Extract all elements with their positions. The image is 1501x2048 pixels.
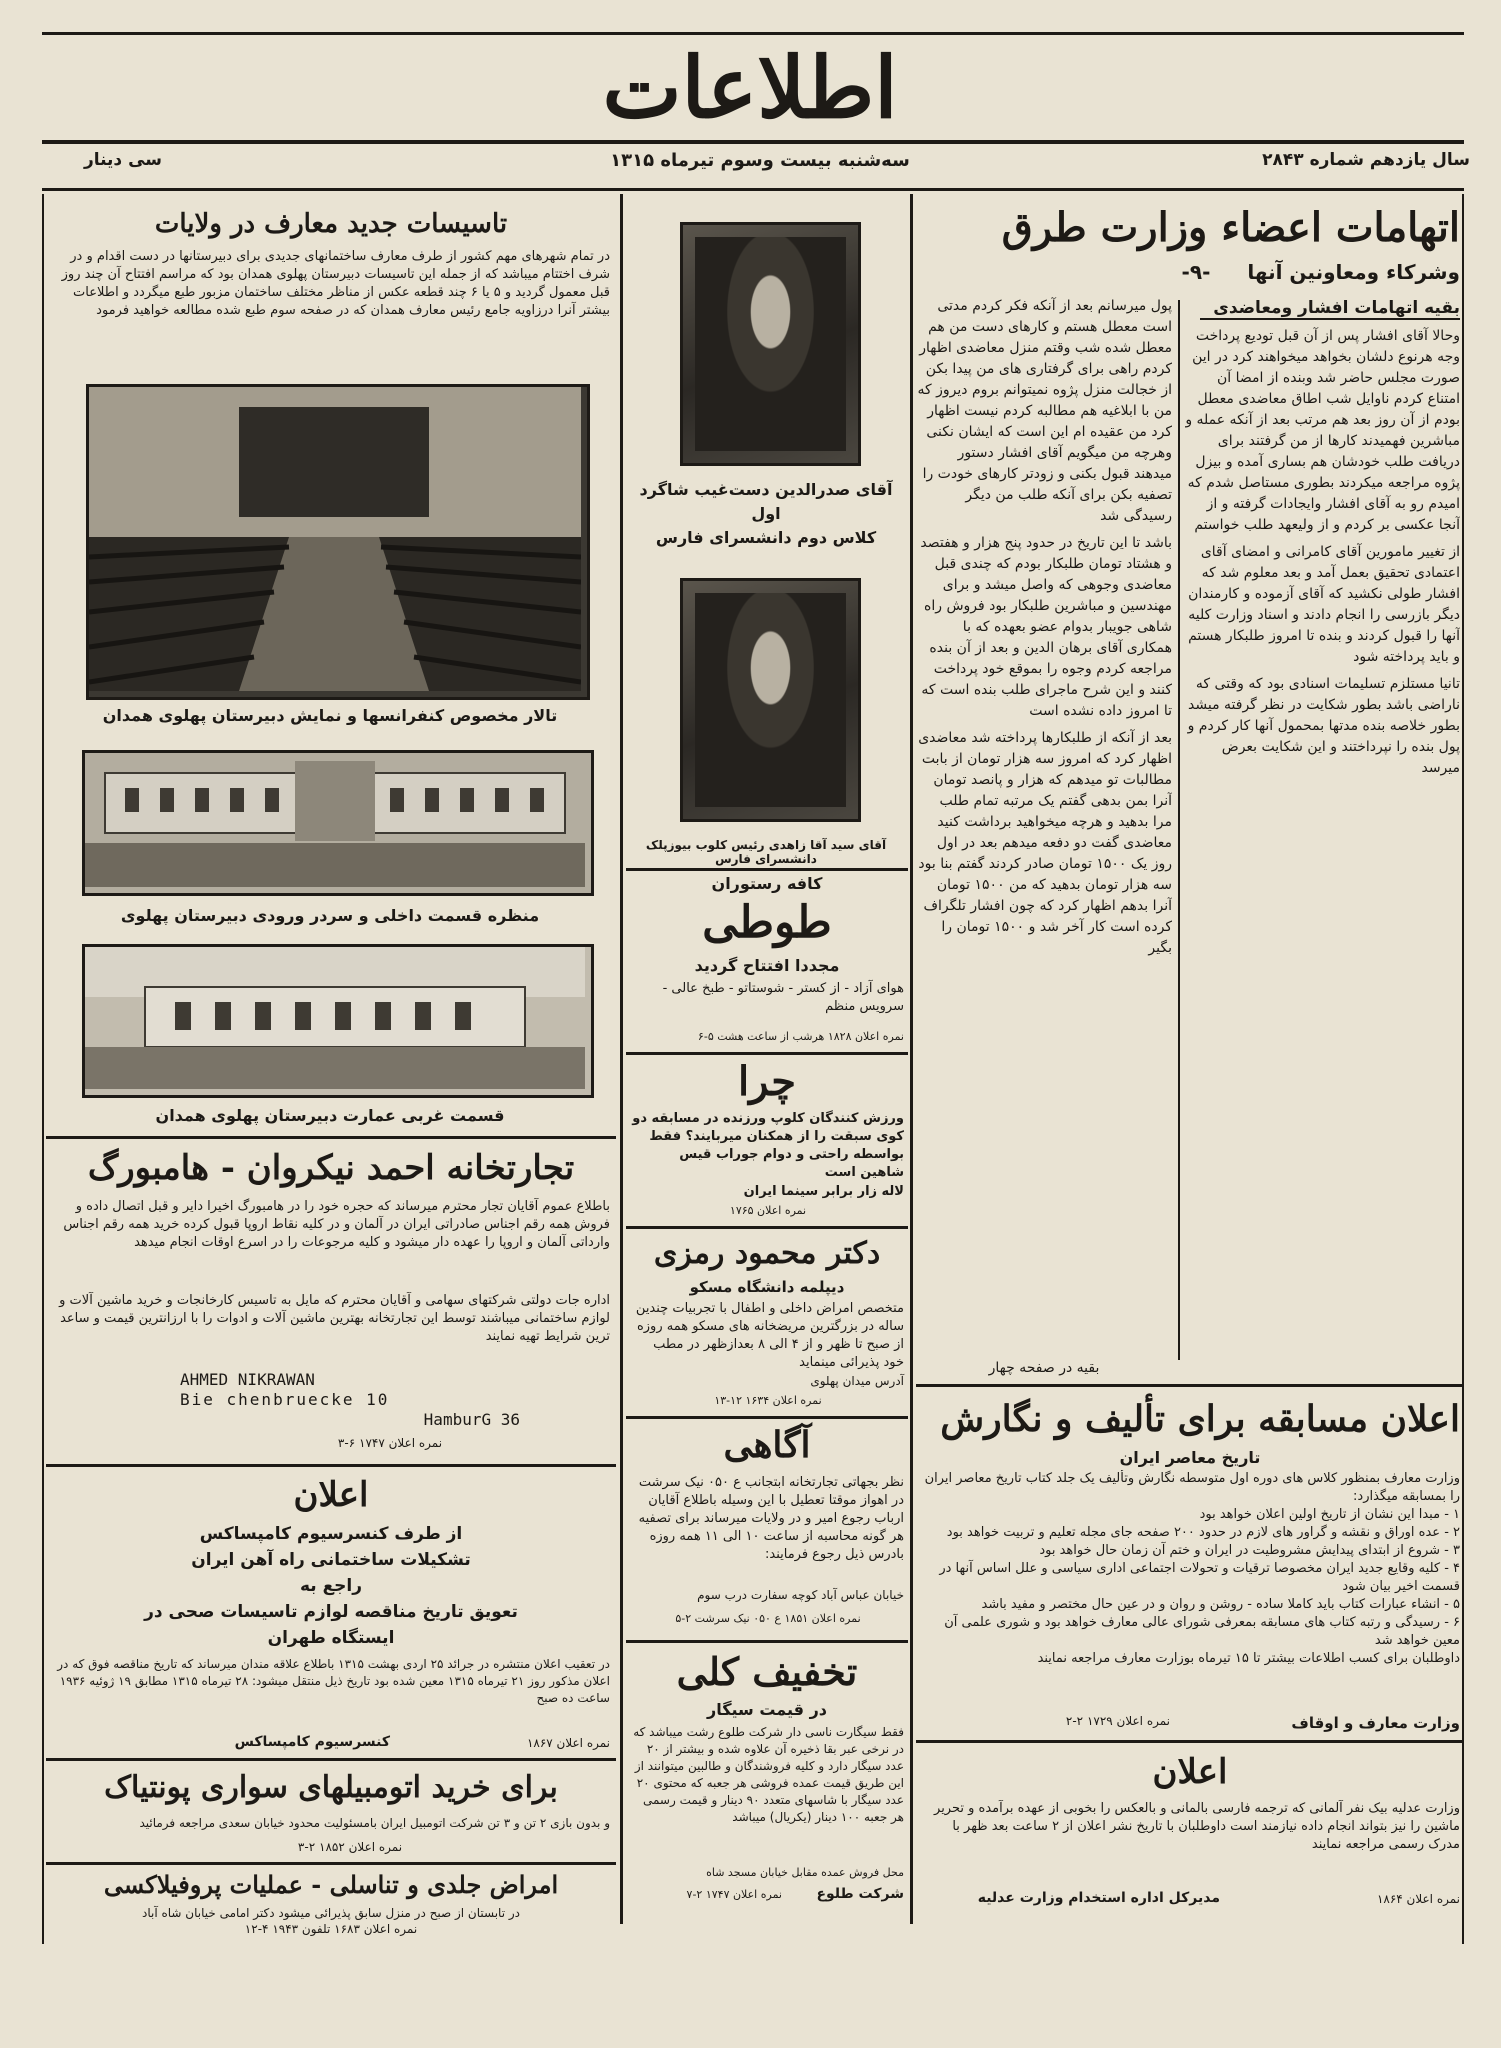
- subhead-text: وشرکاء ومعاونین آنها: [1247, 260, 1460, 284]
- building-photo: [82, 944, 594, 1098]
- consortium-line-3: تعویق تاریخ مناقصه لوازم تاسیسات صحی در: [144, 1602, 518, 1622]
- price: سی دینار: [83, 150, 162, 170]
- education-headline: تاسیسات جدید معارف در ولایات: [154, 209, 508, 239]
- building-caption: قسمت غربی عمارت دبیرستان پهلوی همدان: [155, 1106, 505, 1125]
- pontiac-ad-number: نمره اعلان ۱۸۵۲ ۲-۳: [297, 1840, 403, 1854]
- hall-caption: تالار مخصوص کنفرانسها و نمایش دبیرستان پهلوی همدان: [102, 706, 558, 725]
- paragraph: از تغییر مامورین آقای کامرانی و امضای آقای اعتمادی تحقیق بعمل آمد و بعد معلوم شد که افشار طولی نکشید که آقای آزموده و کارمندان دیگر بازرسی را انجام دادند و اسناد وزارت کلیه آنها را قبول کردند و بنده تا امروز طلبکار هستم و باید پرداخته شود: [1188, 544, 1460, 665]
- notice-title: آگاهی: [723, 1424, 811, 1466]
- pontiac-body: و بدون بازی ۲ تن و ۳ تن شرکت اتومبیل ایران بامسئولیت محدود خیابان سعدی مراجعه فرمائید: [139, 1816, 610, 1830]
- latin-street: Bie chenbruecke 10: [180, 1390, 390, 1409]
- list-item: ۶ - رسیدگی و رتبه کتاب های مسابقه بمعرفی شورای عالی معارف خواهد بود و شوری علمی آن معین خواهد شد: [944, 1615, 1460, 1648]
- cafe-reopened: مجددا افتتاح گردید: [694, 956, 840, 975]
- doctor-name: دکتر محمود رمزی: [653, 1236, 881, 1271]
- entrance-caption: منظره قسمت داخلی و سردر ورودی دبیرستان پهلوی: [120, 906, 540, 925]
- cafe-name: طوطی: [702, 897, 832, 948]
- discount-body: فقط سیگارت ناسی دار شرکت طلوع رشت میباشد که در نرخی عبر بقا ذخیره آن علاوه شده و بیشتر از ۲۰ عدد سیگار دارد و کلیه فروشندگان و طالبین میتوانند از این طریق قیمت عمده فروشی هر جعبه که محتوی ۲۰ عدد سیگار با شاسهای متعدد ۹۰ دینار و قیمت رسمی هر جعبه ۱۰۰ دینار (یکریال) میباشد: [633, 1725, 904, 1824]
- portrait-photo-2: [680, 578, 861, 822]
- list-item: ۴ - کلیه وقایع جدید ایران مخصوصا ترقیات و تحولات اجتماعی اداری سیاسی و علل اساس آنها در قسمت اخیر بیان شود: [939, 1561, 1460, 1594]
- latin-city: HamburG 36: [423, 1410, 520, 1429]
- section-title: بقیه اتهامات افشار ومعاضدی: [1200, 298, 1460, 320]
- paragraph: وحالا آقای افشار پس از آن قبل تودیع پرداخت وجه هرنوع دلشان بخواهد میخواهند کرد در این صورت مجلس حاضر شد وبنده از امضا آن امتناع کردم ناوایل شب اطاق معاضدی معطل بودم از آن روز بعد هم مرتب بعد از آنکه عمله و مباشرین فهمیدند کارها از من گرفتند برای دریافت طلب خودشان هم بساری آمده و بیزل پژوه مراجعه میکردند بطوری مستاصل شدم که امیدم رو به آقای افشار وایجادات گرفته و از آنجا عکسی بر کردم و از ولیعهد طلب خواستم: [1185, 328, 1460, 533]
- issue-number: سال یازدهم شماره ۲۸۴۳: [1262, 150, 1470, 170]
- paragraph: داوطلبان برای کسب اطلاعات بیشتر تا ۱۵ تیرماه بوزارت معارف مراجعه نمایند: [1037, 1651, 1460, 1666]
- trade-body-2: اداره جات دولتی شرکتهای سهامی و آقایان محترم که مایل به تاسیس کارخانجات و خرید ماشین آلات و لوازم ساختمانی میباشند توسط این تجارتخانه بهترین ماشین آلات و ادوات را با ارزانترین قیمت و ساعد ترین شرایط تهیه نمایند: [59, 1293, 610, 1344]
- cafe-details: هوای آزاد - از کستر - شوستاتو - طبخ عالی - سرویس منظم: [662, 981, 904, 1014]
- consortium-line-2: راجع به: [299, 1576, 363, 1596]
- article-headline: اتهامات اعضاء وزارت طرق: [1001, 204, 1460, 251]
- paragraph: باشد تا این تاریخ در حدود پنج هزار و هفتصد و هشتاد تومان طلبکار بودم که چندی قبل معاضدی وجوهی که واصل میشد و برای مهندسین و مباشرین طلبکار بود فروش راه شاهی جویبار بدوام عضو بعهده که با همکاری آقای برهان الدین و بعد از آن بنده مراجعه کردم وجوه را بموقع خود پرداخت کنند و این شرح ماجرای طلب بنده است که تا امروز داده نشده است: [920, 535, 1172, 719]
- episode-number: -۹-: [1181, 260, 1211, 284]
- justice-ad-number: نمره اعلان ۱۸۶۴: [1376, 1892, 1460, 1906]
- trade-ad-number: نمره اعلان ۱۷۴۷ ۶-۳: [337, 1436, 443, 1450]
- article-body: [916, 296, 1172, 1356]
- photo1-caption: [626, 478, 906, 550]
- caption-line: کلاس دوم دانشسرای فارس: [655, 528, 877, 547]
- cafe-kicker: کافه رستوران: [711, 874, 823, 893]
- list-item: ۳ - شروع از ابتدای پیدایش مشروطیت در ایران و ختم آن زمان حال خواهد بود: [1039, 1543, 1460, 1558]
- notice-address: خیابان عباس آباد کوچه سفارت درب سوم: [697, 1588, 904, 1602]
- consortium-line-4: ایستگاه طهران: [267, 1628, 395, 1648]
- paragraph: بعد از آنکه از طلبکارها پرداخته شد معاضدی اظهار کرد که امروز سه هزار تومان از بابت مطالبات تو میدهم که هزار و پانصد تومان آنرا بمن بدهی گفتم یک مرتبه تمام طلب مرا بدهید و هرچه میخواهید برداشت کنید معاضدی گفت دو دفعه میدهم بعد در اول روز یک ۱۵۰۰ تومان صادر کردند گفتم بنا بود سه هزار تومان بدهید که من ۱۵۰۰ تومان آنرا بدهم اظهار کرد که چون افشار تلگراف کرده است کار آخر شد و ۱۵۰۰ تومان را بگیر: [918, 730, 1172, 956]
- discount-company: شرکت طلوع: [816, 1886, 904, 1902]
- consortium-from: از طرف کنسرسیوم کامپساکس: [199, 1524, 463, 1544]
- writing-ad-body: [920, 1470, 1460, 1710]
- writing-ad-number: نمره اعلان ۱۷۲۹ ۲-۲: [1065, 1714, 1170, 1728]
- trade-body: باطلاع عموم آقایان تجار محترم میرساند که حجره خود را در هامبورگ اخیرا دایر و قبل اتصال داده و فروش همه رقم اجناس صادراتی ایران در آلمان و در کلیه نقاط اروپا قبول کرده خرید همه رقم اجناس وارداتی آلمان و اروپا را عهده دار میشود و کلیه مرجوعات را در اسرع اوقات انجام میدهد: [63, 1199, 610, 1250]
- discount-ad-number: نمره اعلان ۱۷۴۷ ۲-۷: [686, 1888, 782, 1901]
- discount-subtitle: در قیمت سیگار: [706, 1700, 828, 1719]
- column-rule: [620, 194, 623, 1924]
- issue-date: سه‌شنبه بیست وسوم تیرماه ۱۳۱۵: [610, 150, 910, 171]
- consortium-line-1: تشکیلات ساختمانی راه آهن ایران: [191, 1550, 471, 1570]
- masthead-title: اطلاعات: [602, 38, 898, 137]
- justice-ad-signature: مدیرکل اداره استخدام وزارت عدلیه: [977, 1890, 1220, 1906]
- discount-footer: محل فروش عمده مقابل خیابان مسجد شاه: [706, 1866, 904, 1879]
- article-subhead: [920, 260, 1460, 284]
- consortium-title: اعلان: [293, 1475, 369, 1515]
- hall-photo: [86, 384, 590, 700]
- column-rule: [910, 194, 913, 1924]
- cafe-ad-number: نمره اعلان ۱۸۲۸ هرشب از ساعت هشت ۵-۶: [697, 1030, 904, 1043]
- list-item: ۵ - انشاء عبارات کتاب باید کاملا ساده - روشن و روان و در عین حال مختصر و مفید باشد: [981, 1597, 1460, 1612]
- chera-ad-number: نمره اعلان ۱۷۶۵: [729, 1204, 807, 1217]
- clinic-ad-number: نمره اعلان ۱۶۸۳ تلفون ۱۹۴۳ ۴-۱۲: [244, 1922, 418, 1936]
- clinic-title: امراض جلدی و تناسلی - عملیات پروفیلاکسی: [103, 1870, 559, 1899]
- writing-ad-title: اعلان مسابقه برای تألیف و نگارش: [940, 1398, 1460, 1440]
- trade-title: تجارتخانه احمد نیکروان - هامبورگ: [87, 1148, 575, 1188]
- education-intro: در تمام شهرهای مهم کشور از طرف معارف ساختمانهای جدیدی برای دبیرستانها در دست اقدام و در شرف اختتام میباشد که از جمله این تاسیسات دبیرستان پهلوی همدان بود که مراسم افتتاح آن چند روز قبل معمول گردید و ۵ یا ۶ چند قطعه عکس از مناظر مختلف ساختمان مزبور طبع میگردد و اطلاعات بیشتر آنرا درزاویه جامع رئیس معارف همدان که در صفحه سوم طبع شده مطالعه خواهید فرمود: [61, 249, 610, 318]
- chera-tagline: لاله زار برابر سینما ایران: [743, 1184, 904, 1199]
- entrance-photo: [82, 750, 594, 896]
- consortium-body: در تعقیب اعلان منتشره در جرائد ۲۵ اردی بهشت ۱۳۱۵ باطلاع علاقه مندان میرساند که تاریخ مناقصه فوق که در اعلان مذکور روز ۲۱ تیرماه ۱۳۱۵ معین شده بود تاریخ ذیل منتقل میشود: ۲۸ تیرماه ۱۳۱۵ مطابق ۱۹ ژوئیه ۱۹۳۶ ساعت ده صبح: [57, 1657, 610, 1705]
- list-item: ۱ - مبدا این نشان از تاریخ اولین اعلان خواهد بود: [1199, 1507, 1460, 1522]
- paragraph: تانیا مستلزم تسلیمات اسنادی بود که وقتی که ناراضی باشد بطور شکایت در نظر گرفته میشد بطور خلاصه بنده مدتها بمحمول آنها کار کردم و پول بنده را نپرداختند و این شکایت بعرض میرسد: [1187, 676, 1460, 776]
- chera-title: چرا: [738, 1058, 796, 1105]
- photo2-caption: آقای سید آقا زاهدی رئیس کلوب بیوزپلک دانشسرای فارس: [645, 838, 887, 866]
- chera-body: ورزش کنندگان کلوپ ورزنده در مسابقه دو کوی سبقت را از همکنان میربایند؟ فقط بواسطه راحتی و دوام جوراب قیس شاهین است: [632, 1111, 904, 1180]
- notice-ad-number: نمره اعلان ۱۸۵۱ ع ۰۵۰ نیک سرشت ۲-۵: [675, 1612, 861, 1625]
- notice-body: نظر بجهاتی تجارتخانه ابتجانب ع ۰۵۰ نیک سرشت در اهواز موقتا تعطیل با این وسیله باطلاع آقایان ارباب رجوع امیر و در ولایات میرساند برای تصفیه هر گونه محاسبه از ساعت ۱۰ الی ۱۱ همه روزه بادرس ذیل رجوع فرمایند:: [638, 1475, 904, 1562]
- pontiac-title: برای خرید اتومبیلهای سواری پونتیاک: [104, 1770, 558, 1805]
- paragraph: وزارت معارف بمنظور کلاس های دوره اول متوسطه نگارش وتألیف یک جلد کتاب تاریخ معاصر ایران را بمسابقه میگذارد:: [924, 1471, 1460, 1504]
- trade-latin-block: [180, 1370, 520, 1430]
- doctor-body: متخصص امراض داخلی و اطفال با تجربیات چندین ساله در بزرگترین مریضخانه های مسکو همه روزه از صبح تا ظهر و از ۴ الی ۸ بعدازظهر در مطب خود پذیرائی مینماید: [635, 1301, 904, 1370]
- justice-ad-title: اعلان: [1152, 1752, 1228, 1792]
- consortium-ad-number: نمره اعلان ۱۸۶۷: [526, 1736, 610, 1750]
- latin-name: AHMED NIKRAWAN: [180, 1370, 315, 1389]
- discount-title: تخفیف کلی: [676, 1649, 858, 1694]
- doctor-degree: دیپلمه دانشگاه مسکو: [689, 1278, 845, 1296]
- article-body: [1185, 326, 1460, 1356]
- doctor-address: آدرس میدان پهلوی: [810, 1374, 904, 1388]
- caption-line: آقای صدرالدین دست‌غیب شاگرد اول: [639, 480, 893, 523]
- portrait-photo-1: [680, 222, 861, 466]
- continued-note: بقیه در صفحه چهار: [988, 1360, 1100, 1376]
- clinic-body: در تابستان از صبح در منزل سابق پذیرائی میشود دکتر امامی خیابان شاه آباد: [141, 1906, 521, 1920]
- consortium-signature: کنسرسیوم کامپساکس: [234, 1734, 390, 1750]
- writing-ad-subtitle: تاریخ معاصر ایران: [1119, 1448, 1261, 1467]
- list-item: ۲ - عده اوراق و نقشه و گراور های لازم در حدود ۲۰۰ صفحه جای مجله تعلیم و تربیت خواهد بود: [946, 1525, 1460, 1540]
- writing-ad-signature: وزارت معارف و اوقاف: [1291, 1714, 1460, 1732]
- paragraph: پول میرسانم بعد از آنکه فکر کردم مدتی است معطل هستم و کارهای دست من هم معطل شده شب وقتم منزل معاضدی اظهار کردم راهی برای گرفتاری های من پیدا بکن از خجالت منزل پژوه نمیتوانم بروم دیروز که من با ابلاغیه هم مطالبه کردم نیست اظهار کرد من عقیده ام این است که ایشان نکنی وهرچه من میگویم آقای افشار دستور میدهند قبول بکنی و زودتر کارهای خودت را تصفیه بکن برای آنکه طلب من دیگر رسیدگی شد: [917, 298, 1172, 524]
- justice-ad-body: وزارت عدلیه بیک نفر آلمانی که ترجمه فارسی بالمانی و بالعکس را بخوبی از عهده برآمده و تحریر ماشین را نیز بتواند انجام داده نیازمند است داوطلبان با تاریخ نشر اعلان از ۲ ساعت بعد ظهر با مدرک رسمی مراجعه نمایند: [934, 1801, 1460, 1852]
- doctor-ad-number: نمره اعلان ۱۶۳۴ ۱۲-۱۳: [714, 1394, 822, 1407]
